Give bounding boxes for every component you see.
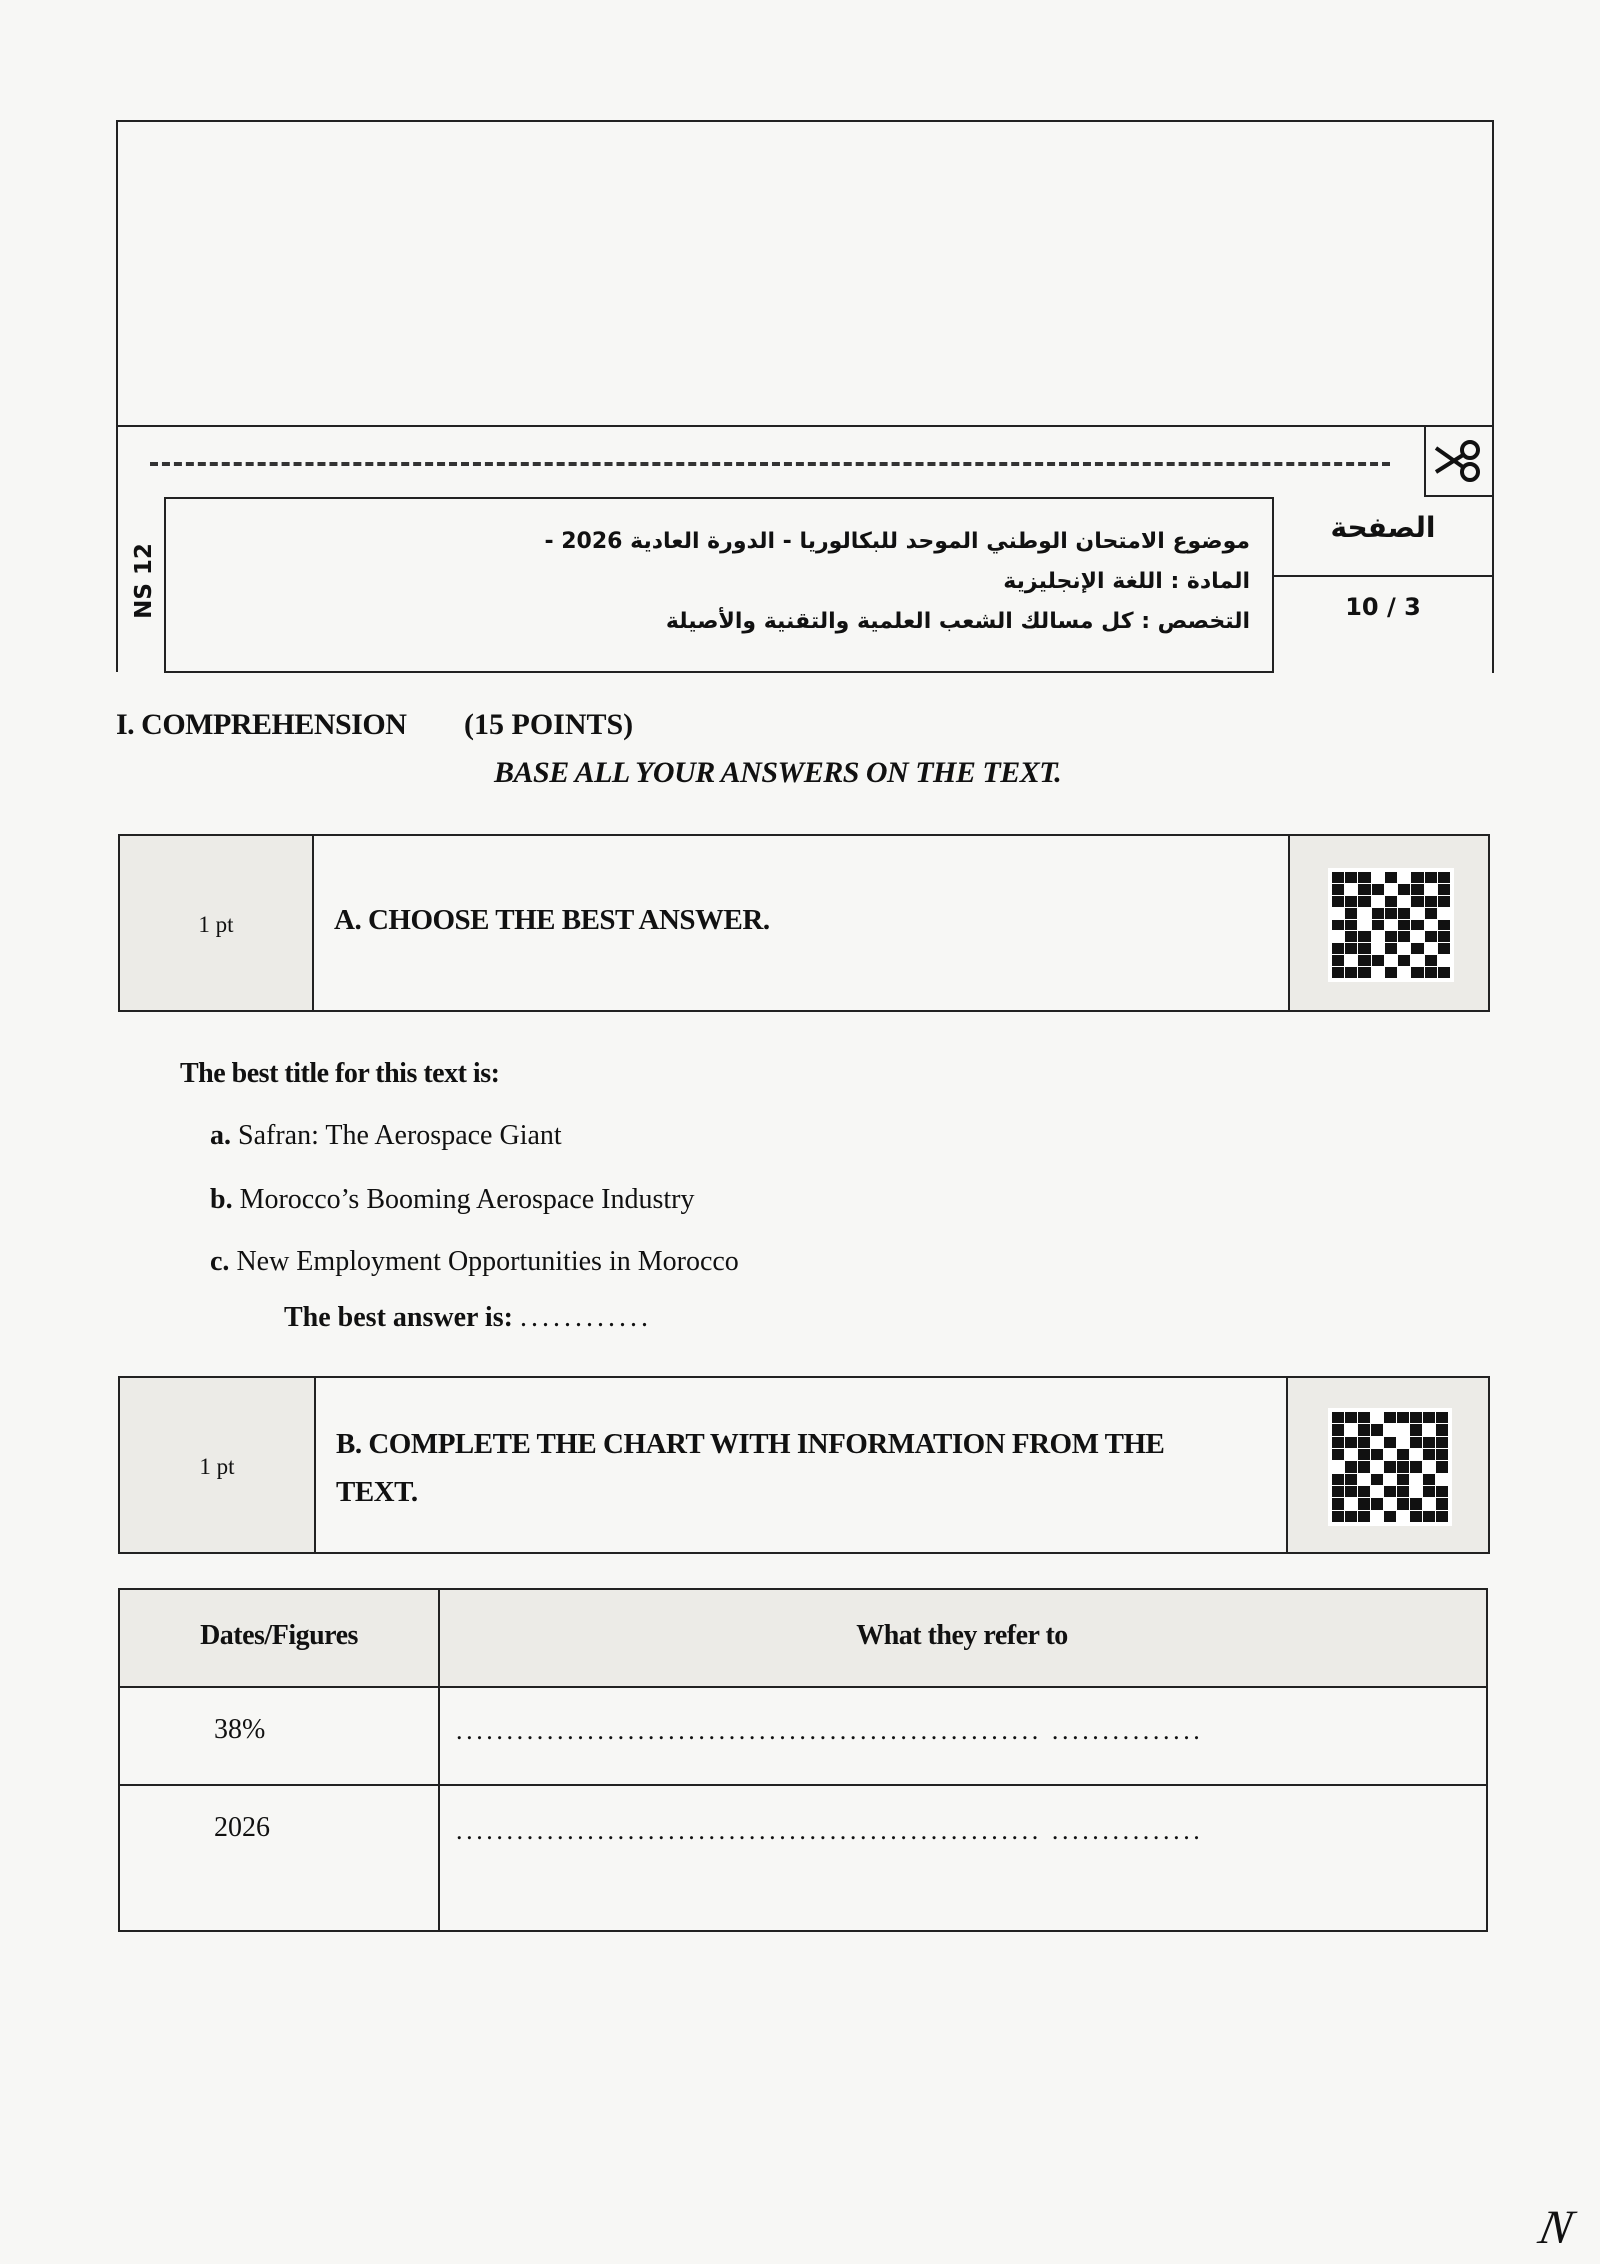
option-list (210, 1120, 739, 1306)
page-number: 10 / 3 (1345, 593, 1421, 621)
task-b-points: 1 pt (199, 1454, 235, 1479)
footer-initial: N (1534, 2201, 1578, 2254)
task-b-title: B. COMPLETE THE CHART WITH INFORMATION FROM THE TEXT. (336, 1428, 1165, 1508)
page-divider (1274, 575, 1492, 577)
answer-blank[interactable]: ............ (519, 1302, 652, 1333)
header-dates-figures: Dates/Figures (200, 1620, 358, 1651)
task-a-points-cell (120, 836, 314, 1010)
subject-line: المادة : اللغة الإنجليزية (1003, 569, 1250, 594)
page-label: الصفحة (1330, 511, 1436, 544)
row-figure: 38% (214, 1714, 266, 1745)
chart-header-row (120, 1590, 1486, 1688)
task-a-question: The best title for this text is: (180, 1058, 500, 1089)
table-row (120, 1784, 1486, 1930)
top-box-separator (116, 425, 1494, 427)
exam-title: موضوع الامتحان الوطني الموحد للبكالوريا - الدورة العادية 2026 - (544, 529, 1250, 554)
task-a-title: A. CHOOSE THE BEST ANSWER. (334, 904, 770, 936)
option-c[interactable]: c. New Employment Opportunities in Morocco (210, 1246, 739, 1277)
cut-line (150, 462, 1390, 466)
header-info-box (164, 497, 1274, 673)
scissors-icon (1430, 430, 1488, 490)
row-figure: 2026 (214, 1812, 270, 1843)
answer-label: The best answer is: (284, 1302, 513, 1333)
qr-code-icon (1328, 1408, 1452, 1526)
section-points: (15 POINTS) (464, 708, 634, 741)
task-a-points: 1 pt (198, 912, 234, 937)
specialty-line: التخصص : كل مسالك الشعب العلمية والتقنية والأصيلة (665, 609, 1250, 634)
task-b-box (118, 1376, 1490, 1554)
row-answer-blank[interactable]: .......................................................... ............... (456, 1716, 1204, 1745)
task-b-qr-cell (1286, 1378, 1488, 1552)
section-title: I. COMPREHENSION (116, 708, 407, 741)
answer-line (284, 1302, 652, 1334)
option-a[interactable]: a. Safran: The Aerospace Giant (210, 1120, 562, 1151)
chart-table (118, 1588, 1488, 1932)
qr-code-icon (1328, 868, 1454, 982)
option-b[interactable]: b. Morocco’s Booming Aerospace Industry (210, 1184, 695, 1215)
code-label: NS 12 (131, 543, 157, 619)
task-b-points-cell (120, 1378, 316, 1552)
section-instruction: BASE ALL YOUR ANSWERS ON THE TEXT. (494, 756, 1062, 789)
task-a-qr-cell (1288, 836, 1488, 1010)
page-box (1274, 497, 1494, 673)
table-row (120, 1686, 1486, 1786)
header-what-they-refer-to: What they refer to (856, 1620, 1068, 1651)
row-answer-blank[interactable]: .......................................................... ............... (456, 1816, 1204, 1845)
task-a-box (118, 834, 1490, 1012)
